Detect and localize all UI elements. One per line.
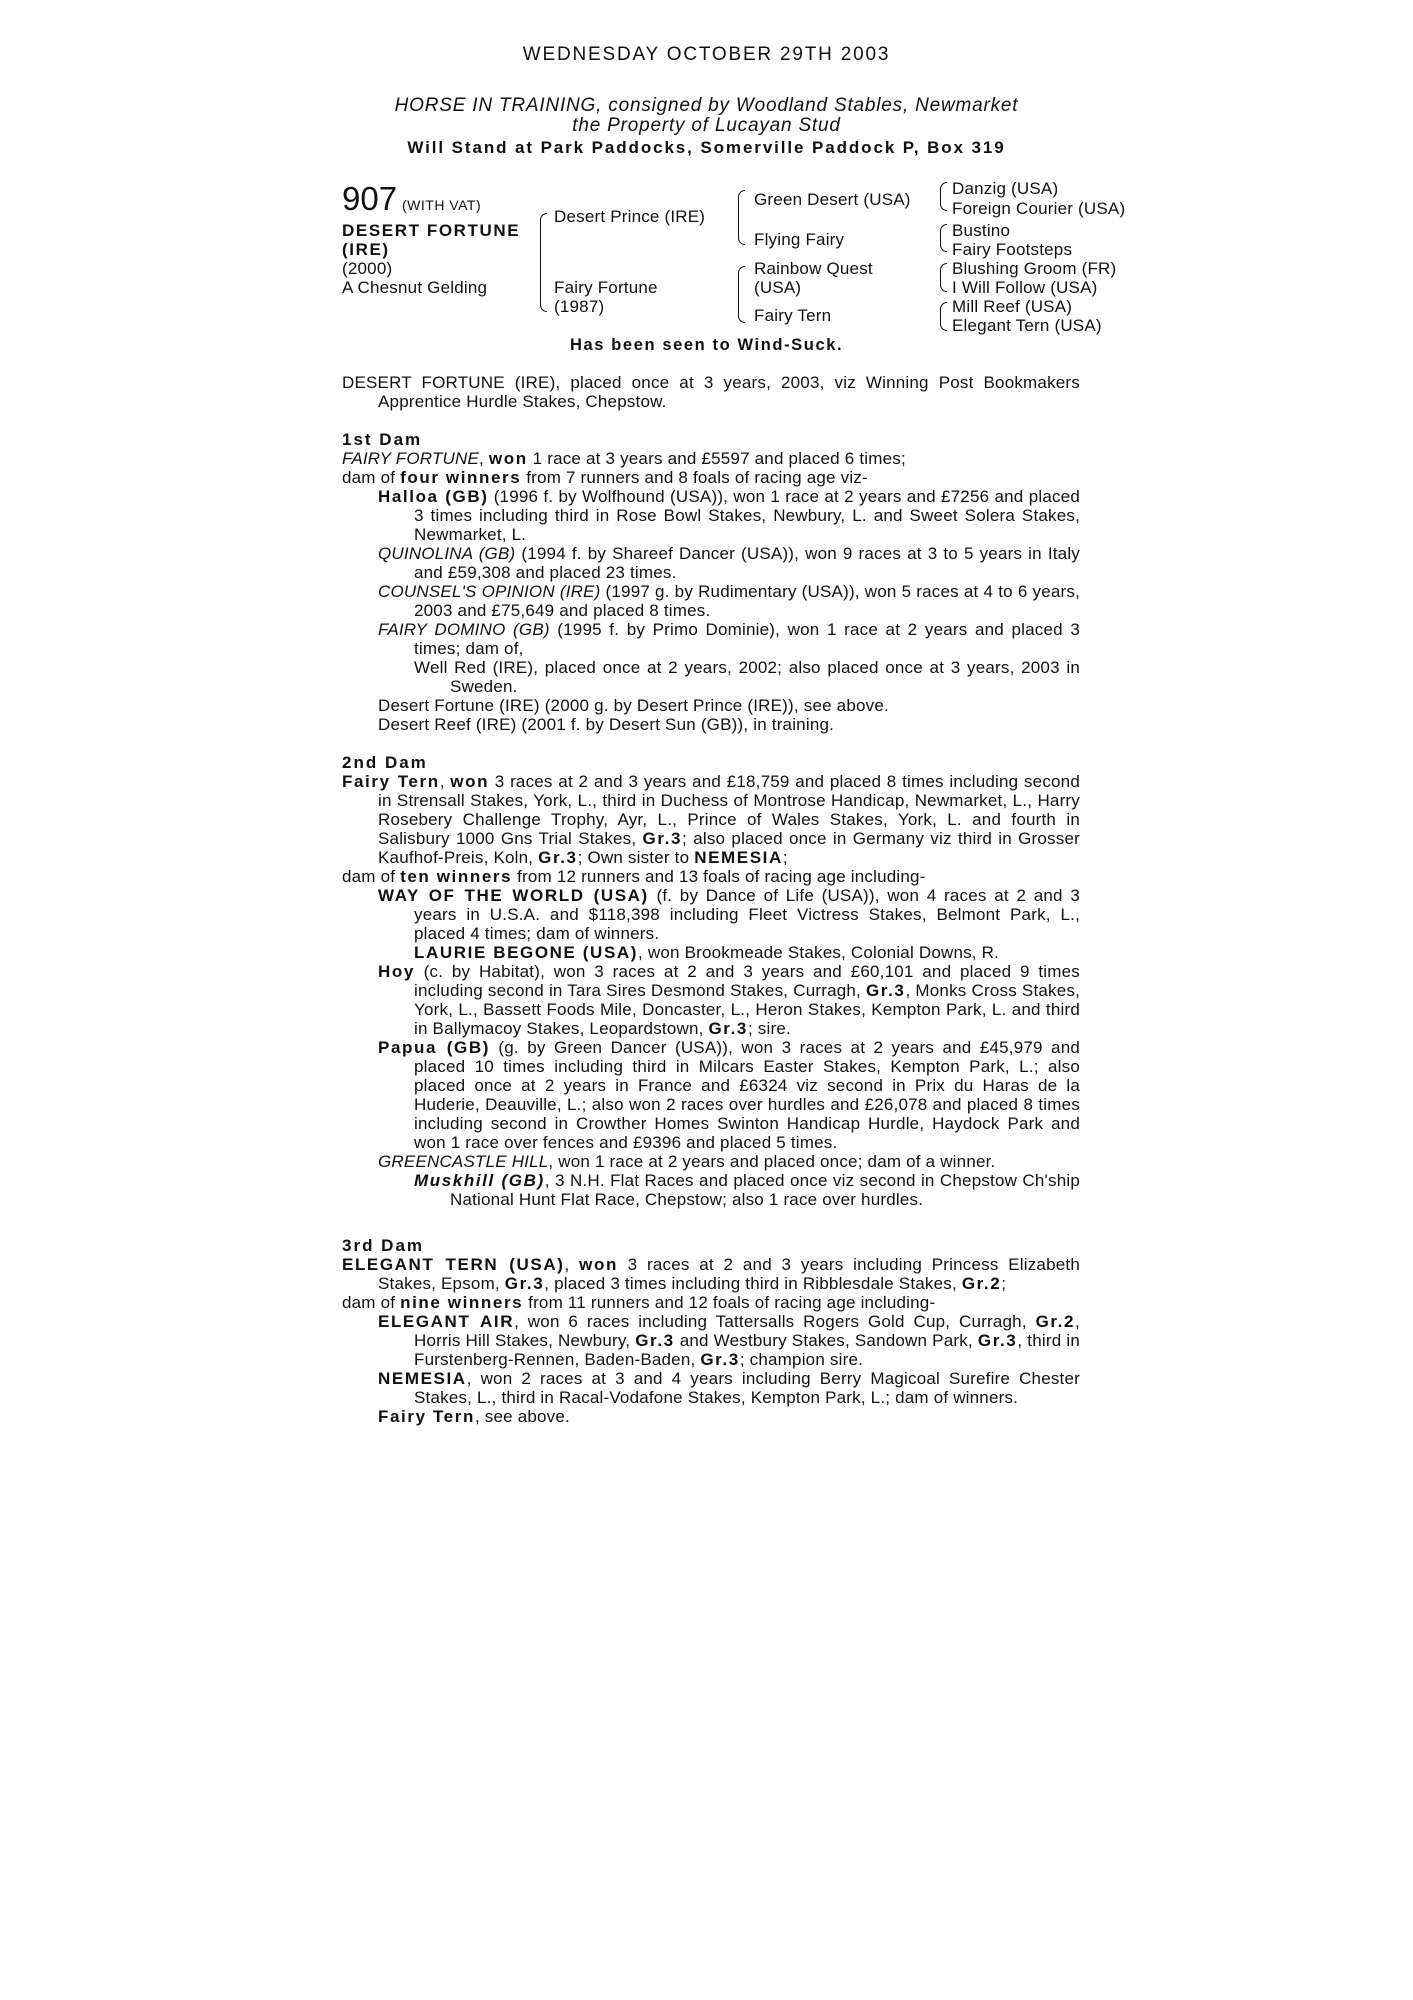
summary-horse-name: DESERT FORTUNE (IRE): [342, 373, 556, 392]
dam3-entry1-text3: and Westbury Stakes, Sandown Park,: [674, 1331, 978, 1350]
dam2-entry4-progeny-name: Muskhill (GB): [414, 1171, 545, 1190]
pedigree-brace-bottom: [540, 259, 547, 312]
dam2-entry3-text: (g. by Green Dancer (USA)), won 3 races at 2 years and £45,979 and placed 10 times including third in Milcars Easter Stakes, Kempton Park, L.; also placed once at 2 years in France and £6324 viz second in Prix du Haras de la Huderie, Deauville, L.; also won 2 races over hurdles and £26,078 and placed 8 times including second in Crowther Homes Swinton Handicap Hurdle, Haydock Park and won 1 race over fences and £9396 and placed 5 times.: [414, 1038, 1081, 1152]
dam1-winners: four winners: [400, 468, 522, 487]
dam2-grade2: Gr.3: [538, 848, 578, 867]
vat-label: (WITH VAT): [402, 197, 482, 213]
dam-dam: Fairy Tern: [754, 306, 832, 325]
lot-number-block: [342, 180, 481, 218]
dam3-entry1-text1: , won 6 races including Tattersalls Rogers Gold Cup, Curragh,: [514, 1312, 1036, 1331]
dam-sire: Rainbow Quest: [754, 259, 873, 278]
sire-brace-bottom: [738, 214, 745, 245]
dam2-entry3-name: Papua (GB): [378, 1038, 491, 1057]
dam3-grade2: Gr.2: [961, 1274, 1002, 1293]
dam2-entry2-grade1: Gr.3: [865, 981, 906, 1000]
sire: Desert Prince (IRE): [554, 207, 706, 226]
granddam-4: Elegant Tern (USA): [952, 316, 1102, 335]
dam1-entry6: Desert Reef (IRE) (2001 f. by Desert Sun (GB)), in training.: [378, 715, 835, 734]
property-line: the Property of Lucayan Stud: [572, 115, 841, 136]
dam2-text2: ; also placed once in Germany viz third in Grosser Kaufhof-Preis, Koln,: [378, 829, 1080, 867]
dam2-entry2-name: Hoy: [378, 962, 415, 981]
dam2-entry1-text: (f. by Dance of Life (USA)), won 4 races at 2 and 3 years in U.S.A. and $118,398 including Fleet Victress Stakes, Belmont Park, L., placed 4 times; dam of winners.: [414, 886, 1080, 943]
dam1-text: 1 race at 3 years and £5597 and placed 6 times;: [527, 449, 906, 468]
dam1-entry4-name: FAIRY DOMINO (GB): [378, 620, 550, 639]
dam3-name: ELEGANT TERN (USA): [342, 1255, 565, 1274]
dam1-entry4-text: (1995 f. by Primo Dominie), won 1 race at 2 years and placed 3 times; dam of,: [414, 620, 1080, 658]
dam2-entry2-grade2: Gr.3: [708, 1019, 748, 1038]
dam3-entry2-name: NEMESIA: [378, 1369, 467, 1388]
dam1-entry3-text: (1997 g. by Rudimentary (USA)), won 5 races at 4 to 6 years, 2003 and £75,649 and placed 8 times.: [414, 582, 1081, 620]
dam-brace-top: [738, 266, 745, 293]
dam1-section: FAIRY FORTUNE, won 1 race at 3 years and £5597 and placed 6 times; dam of four winners from 7 runners and 8 foals of racing age viz- Halloa (GB) (1996 f. by Wolfhound (USA)), won 1 race at 2 years and £7256 and placed 3 times including third in Rose Bowl Stakes, Newbury, L. and Sweet Solera Stakes, Newmarket, L. QUINOLINA (GB) (1994 f. by Shareef Dancer (USA)), won 9 races at 3 to 5 years in Italy and £59,308 and placed 23 times. COUNSEL'S OPINION (IRE) (1997 g. by Rudimentary (USA)), won 5 races at 4 to 6 years, 2003 and £75,649 and placed 8 times. FAIRY DOMINO (GB) (1995 f. by Primo Dominie), won 1 race at 2 years and placed 3 times; dam of, Well Red (IRE), placed once at 2 years, 2002; also placed once at 3 years, 2003 in Sweden. Desert Fortune (IRE) (2000 g. by Desert Prince (IRE)), see above. Desert Reef (IRE) (2001 f. by Desert Sun (GB)), in training.: [342, 449, 1081, 734]
dam3-entry1-grade1: Gr.2: [1035, 1312, 1076, 1331]
dam2-heading: 2nd Dam: [342, 753, 428, 772]
dam1-entry1-name: Halloa (GB): [378, 487, 489, 506]
g-brace-4-top: [940, 302, 947, 317]
grandsire-4: Mill Reef (USA): [952, 297, 1073, 316]
dam3-heading: 3rd Dam: [342, 1236, 425, 1255]
g-brace-2-top: [940, 224, 947, 238]
dam2-entry2-text3: ; sire.: [747, 1019, 791, 1038]
dam2-won: won: [450, 772, 490, 791]
dam2-sister: NEMESIA: [694, 848, 783, 867]
dam1-entry5: Desert Fortune (IRE) (2000 g. by Desert Prince (IRE)), see above.: [378, 696, 889, 715]
dam3-entry3-name: Fairy Tern: [378, 1407, 475, 1426]
dam2-entry2-text2: , Monks Cross Stakes, York, L., Bassett Foods Mile, Doncaster, L., Heron Stakes, Kempton Park, L. and third in Ballymacoy Stakes, Leopardstown,: [414, 981, 1080, 1038]
sire-sire: Green Desert (USA): [754, 190, 911, 209]
lot-number: 907: [342, 180, 398, 217]
g-brace-3-bottom: [940, 277, 947, 292]
g-brace-4-bottom: [940, 316, 947, 331]
dam2-text4: ;: [782, 848, 788, 867]
dam2-entry4-name: GREENCASTLE HILL: [378, 1152, 549, 1171]
grandsire-3: Blushing Groom (FR): [952, 259, 1117, 278]
dam3-entry1-grade2: Gr.3: [635, 1331, 675, 1350]
consignment-line: HORSE IN TRAINING, consigned by Woodland Stables, Newmarket: [394, 95, 1019, 116]
granddam-2: Fairy Footsteps: [952, 240, 1073, 259]
horse-name-line2: (IRE): [342, 240, 390, 259]
dam2-entry1-progeny-text: , won Brookmeade Stakes, Colonial Downs, R.: [638, 943, 1000, 962]
dam1-entry1-text: (1996 f. by Wolfhound (USA)), won 1 race at 2 years and £7256 and placed 3 times including third in Rose Bowl Stakes, Newbury, L. and Sweet Solera Stakes, Newmarket, L.: [414, 487, 1080, 544]
horse-description: A Chesnut Gelding: [342, 278, 488, 297]
dam3-entry1-text4: , third in Furstenberg-Rennen, Baden-Baden,: [414, 1331, 1080, 1369]
dam2-text1: 3 races at 2 and 3 years and £18,759 and placed 8 times including second in Strensall Stakes, York, L., third in Duchess of Montrose Handicap, Newmarket, L., Harry Rosebery Challenge Trophy, Ayr, L., Prince of Wales Stakes, York, L. and fourth in Salisbury 1000 Gns Trial Stakes,: [378, 772, 1080, 848]
dam2-entry4-progeny-text: , 3 N.H. Flat Races and placed once viz second in Chepstow Ch'ship National Hunt Flat Race, Chepstow; also 1 race over hurdles.: [450, 1171, 1080, 1209]
granddam-3: I Will Follow (USA): [952, 278, 1098, 297]
granddam-1: Foreign Courier (USA): [952, 199, 1126, 218]
dam2-entry1-progeny-name: LAURIE BEGONE (USA): [414, 943, 639, 962]
dam3-runners: from 11 runners and 12 foals of racing age including-: [523, 1293, 936, 1312]
dam3-winners: nine winners: [400, 1293, 524, 1312]
g-brace-3-top: [940, 263, 947, 278]
dam-brace-bottom: [738, 292, 745, 323]
foaling-year: (2000): [342, 259, 393, 278]
grandsire-1: Danzig (USA): [952, 179, 1059, 198]
dam2-grade1: Gr.3: [642, 829, 683, 848]
dam2-dam-of: dam of: [342, 867, 401, 886]
dam1-dam-of: dam of: [342, 468, 401, 487]
dam3-entry1-grade4: Gr.3: [700, 1350, 740, 1369]
dam3-won: won: [579, 1255, 618, 1274]
dam1-heading: 1st Dam: [342, 430, 423, 449]
dam2-winners: ten winners: [400, 867, 513, 886]
dam3-grade1: Gr.3: [504, 1274, 545, 1293]
dam2-entry4-text: , won 1 race at 2 years and placed once; dam of a winner.: [548, 1152, 996, 1171]
stand-line: Will Stand at Park Paddocks, Somerville Paddock P, Box 319: [407, 138, 1006, 157]
dam2-section: Fairy Tern, won 3 races at 2 and 3 years and £18,759 and placed 8 times including second in Strensall Stakes, York, L., third in Duchess of Montrose Handicap, Newmarket, L., Harry Rosebery Challenge Trophy, Ayr, L., Prince of Wales Stakes, York, L. and fourth in Salisbury 1000 Gns Trial Stakes, Gr.3; also placed once in Germany viz third in Grosser Kaufhof-Preis, Koln, Gr.3; Own sister to NEMESIA; dam of ten winners from 12 runners and 13 foals of racing age including- WAY OF THE WORLD (USA) (f. by Dance of Life (USA)), won 4 races at 2 and 3 years in U.S.A. and $118,398 including Fleet Victress Stakes, Belmont Park, L., placed 4 times; dam of winners. LAURIE BEGONE (USA), won Brookmeade Stakes, Colonial Downs, R. Hoy (c. by Habitat), won 3 races at 2 and 3 years and £60,101 and placed 9 times including second in Tara Sires Desmond Stakes, Curragh, Gr.3, Monks Cross Stakes, York, L., Bassett Foods Mile, Doncaster, L., Heron Stakes, Kempton Park, L. and third in Ballymacoy Stakes, Leopardstown, Gr.3; sire. Papua (GB) (g. by Green Dancer (USA)), won 3 races at 2 years and £45,979 and placed 10 times including third in Milcars Easter Stakes, Kempton Park, L.; also placed once at 2 years in France and £6324 viz second in Prix du Haras de la Huderie, Deauville, L.; also won 2 races over hurdles and £26,078 and placed 8 times including second in Crowther Homes Swinton Handicap Hurdle, Haydock Park and won 1 race over fences and £9396 and placed 5 times. GREENCASTLE HILL, won 1 race at 2 years and placed once; dam of a winner. Muskhill (GB), 3 N.H. Flat Races and placed once viz second in Chepstow Ch'ship National Hunt Flat Race, Chepstow; also 1 race over hurdles.: [342, 772, 1081, 1209]
dam3-entry1-text2: , Horris Hill Stakes, Newbury,: [414, 1312, 1080, 1350]
dam3-entry2-text: , won 2 races at 3 and 4 years including Berry Magicoal Surefire Chester Stakes, L., third in Racal-Vodafone Stakes, Kempton Park, L.; dam of winners.: [414, 1369, 1080, 1407]
dam2-entry2-text1: (c. by Habitat), won 3 races at 2 and 3 years and £60,101 and placed 9 times including second in Tara Sires Desmond Stakes, Curragh,: [414, 962, 1080, 1000]
dam3-entry1-grade3: Gr.3: [977, 1331, 1018, 1350]
dam1-entry2-text: (1994 f. by Shareef Dancer (USA)), won 9 races at 3 to 5 years in Italy and £59,308 and placed 23 times.: [414, 544, 1080, 582]
dam3-dam-of: dam of: [342, 1293, 401, 1312]
dam1-runners: from 7 runners and 8 foals of racing age viz-: [521, 468, 868, 487]
g-brace-2-bottom: [940, 237, 947, 252]
dam: Fairy Fortune: [554, 278, 658, 297]
dam3-entry3-text: , see above.: [474, 1407, 570, 1426]
summary-text: , placed once at 3 years, 2003, viz Winning Post Bookmakers Apprentice Hurdle Stakes, Chepstow.: [378, 373, 1080, 411]
sire-brace-top: [738, 190, 745, 215]
dam3-entry1-text5: ; champion sire.: [739, 1350, 864, 1369]
dam-year: (1987): [554, 297, 605, 316]
dam-sire-country: (USA): [754, 278, 802, 297]
dam1-entry4-progeny: Well Red (IRE), placed once at 2 years, 2002; also placed once at 3 years, 2003 in Sweden.: [414, 658, 1080, 696]
dam2-runners: from 12 runners and 13 foals of racing age including-: [512, 867, 926, 886]
dam2-text3: ; Own sister to: [577, 848, 695, 867]
sire-dam: Flying Fairy: [754, 230, 845, 249]
dam3-text3: ;: [1001, 1274, 1007, 1293]
summary-paragraph: [342, 373, 1080, 411]
pedigree-brace-top: [540, 213, 547, 260]
horse-name-line1: DESERT FORTUNE: [342, 221, 521, 240]
dam2-entry1-name: WAY OF THE WORLD (USA): [378, 886, 649, 905]
sale-date: WEDNESDAY OCTOBER 29TH 2003: [522, 44, 891, 65]
wind-suck-note: Has been seen to Wind-Suck.: [570, 336, 844, 354]
dam3-section: ELEGANT TERN (USA), won 3 races at 2 and 3 years including Princess Elizabeth Stakes, Epsom, Gr.3, placed 3 times including third in Ribblesdale Stakes, Gr.2; dam of nine winners from 11 runners and 12 foals of racing age including- ELEGANT AIR, won 6 races including Tattersalls Rogers Gold Cup, Curragh, Gr.2, Horris Hill Stakes, Newbury, Gr.3 and Westbury Stakes, Sandown Park, Gr.3, third in Furstenberg-Rennen, Baden-Baden, Gr.3; champion sire. NEMESIA, won 2 races at 3 and 4 years including Berry Magicoal Surefire Chester Stakes, L., third in Racal-Vodafone Stakes, Kempton Park, L.; dam of winners. Fairy Tern, see above.: [342, 1255, 1080, 1426]
dam3-text1: 3 races at 2 and 3 years including Princess Elizabeth Stakes, Epsom,: [378, 1255, 1080, 1293]
dam1-won: won: [488, 449, 528, 468]
dam3-text2: , placed 3 times including third in Ribblesdale Stakes,: [544, 1274, 962, 1293]
dam1-entry2-name: QUINOLINA (GB): [378, 544, 516, 563]
dam3-entry1-name: ELEGANT AIR: [378, 1312, 515, 1331]
grandsire-2: Bustino: [952, 221, 1011, 240]
g-brace-1-top: [940, 182, 947, 197]
dam1-name: FAIRY FORTUNE: [342, 449, 480, 468]
g-brace-1-bottom: [940, 196, 947, 211]
dam2-name: Fairy Tern: [342, 772, 440, 791]
dam1-entry3-name: COUNSEL'S OPINION (IRE): [378, 582, 601, 601]
